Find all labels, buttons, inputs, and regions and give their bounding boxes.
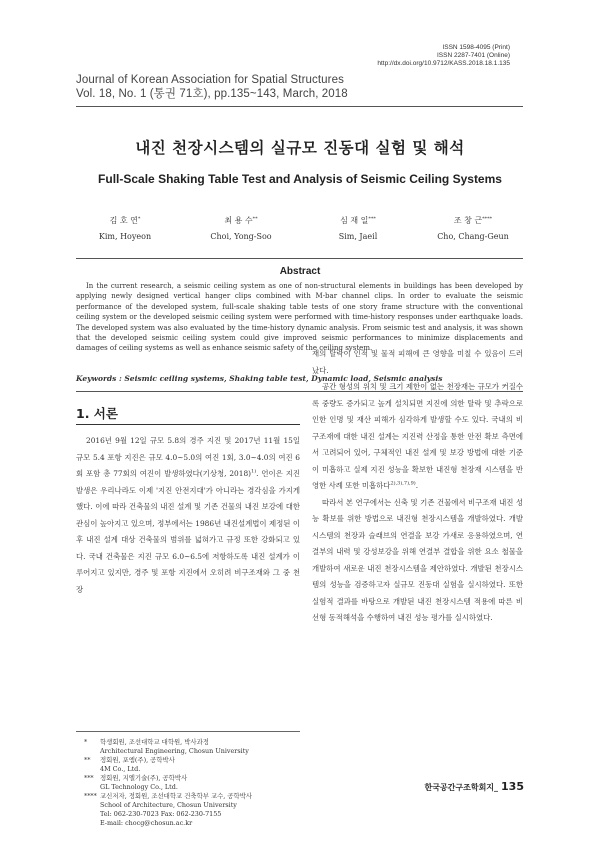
section-heading: 1. 서론 [76, 406, 118, 421]
section-heading-rule [76, 424, 300, 425]
author-name-en: Kim, Hoyeon [98, 232, 152, 241]
issn-print: ISSN 1598-4095 (Print) [442, 44, 510, 51]
author-name-en: Sim, Jaeil [338, 232, 378, 241]
footnote: **** 교신저자, 정회원, 조선대학교 건축학부 교수, 공학박사 School of Architecture, Chosun University Tel: 062-230-7023 Fax: 062-230-7155 E-mail: chocg@chosun.ac.kr [84, 792, 253, 827]
author-name-ko: 조 창 근 [453, 216, 483, 225]
page-number: 135 [501, 780, 524, 793]
doi-link[interactable]: http://dx.doi.org/10.9712/KASS.2018.18.1.135 [377, 60, 510, 68]
paragraph: 2016년 9월 12일 규모 5.8의 경주 지진 및 2017년 11월 15일 규모 5.4 포항 지진은 규모 4.0~5.0의 여진 1회, 3.0~4.0의 여진 6회 포함 총 77회의 여진이 발생하였다(기상청, 2018)$^{1)}$. 언이은 지진 발생은 우리나라도 이제 '지진 안전지대'가 아니라는 경각심을 가지게 했다. 이에 따라 건축물의 내진 설계 및 기존 건물의 내진 보강에 대한 관심이 높아지고 있으며, 정부에서는 1986년 내진설계법이 제정된 이후 내진 설계 대상 건축물의 범위를 넓혀가고 규정 또한 강화되고 있다. 국내 건축물은 지진 규모 6.0~6.5에 저항하도록 내진 설계가 이루어지고 있지만, 경주 및 포항 지진에서 오히려 비구조재와 그 중 천장 [76, 436, 300, 594]
abstract-body: In the current research, a seismic ceiling system as one of non-structural elements in buildings has been developed by applying newly designed vertical hanger clips combined with M-bar channel clips. In order to evaluate the seismic performance of the developed system, full-scale shaking table tests of one story frame structure with the conventional ceiling system or the developed seismic ceiling system were performed with time-history responses under earthquake loads. The developed system was also evaluated by the time-history dynamic analysis. From seismic test and analysis, it was shown that the developed seismic ceiling system could give improved seismic performances to minimize displacements and damages of ceiling systems as well as enhance seismic safety of the ceiling system. [76, 282, 523, 353]
footnote: * 학생회원, 조선대학교 대학원, 박사과정 Architectural Engineering, Chosun University [84, 738, 249, 755]
issn-online: ISSN 2287-7401 (Online) [437, 52, 510, 60]
author-name-ko: 최 용 수 [224, 216, 253, 225]
keywords-label: Keywords : [76, 374, 122, 383]
footnotes [84, 738, 252, 828]
author-name-ko: 심 재 일 [340, 216, 369, 225]
abstract-heading: Abstract [279, 266, 321, 277]
footer-separator: _ [494, 783, 499, 792]
page-footer [424, 780, 524, 793]
journal-name: Journal of Korean Association for Spatial Structures [76, 74, 344, 86]
title-english: Full-Scale Shaking Table Test and Analysis of Seismic Ceiling Systems [98, 172, 502, 186]
journal-short-name: 한국공간구조학회지 [424, 783, 495, 792]
author-mark: ** [252, 216, 258, 222]
citation: 1) [251, 468, 257, 475]
volume-line: Vol. 18, No. 1 (통권 71호), pp.135~143, March, 2018 [76, 87, 348, 100]
author-mark: * [137, 216, 141, 222]
paragraph: 공간 형성의 위치 및 크기 제한이 없는 천장재는 규모가 커질수록 중량도 증가되고 높게 설치되면 지진에 의한 탈락 및 추락으로 인한 인명 및 재산 피해가 심각하게 발생할 수도 있다. 국내의 비구조재에 대한 내진 설계는 지진력 산정을 통한 안전 확보 측면에서 고려되어 있어, 구체적인 내진 설계 및 보강 방법에 대한 기준이 미흡하고 실제 지진 성능을 확보한 내진형 천장재 시스템을 반영한 사례 또한 미흡하다$^{2),3),7),9)}$. [312, 382, 523, 490]
right-column [312, 346, 523, 627]
author-mark: *** [368, 216, 376, 222]
footnote: *** 정회원, 지엘기술(주), 공학박사 GL Technology Co., Ltd. [84, 774, 188, 791]
abstract-top-rule [76, 258, 523, 259]
keywords-list: Seismic ceiling systems, Shaking table test, Dynamic load, Seismic analysis [124, 374, 443, 383]
author-3 [303, 213, 413, 245]
citation: 2),3),7),9) [390, 480, 416, 487]
title-korean: 내진 천장시스템의 실규모 진동대 실험 및 해석 [135, 139, 465, 157]
journal-info [76, 74, 348, 101]
author-mark: **** [482, 216, 493, 222]
author-name-ko: 김 호 연 [109, 216, 138, 225]
issn-block [377, 44, 510, 69]
author-1 [70, 213, 180, 245]
header-divider [76, 106, 523, 107]
paragraph: 따라서 본 연구에서는 신축 및 기존 건물에서 비구조재 내진 성능 확보를 위한 방법으로 내진형 천장시스템을 개발하였다. 개발시스템의 천장과 슬래브의 연결을 보강 가새로 응용하였으며, 연결부의 내력 및 강성보강을 위해 연결부 결합을 위한 요소 철물을 개발하여 새로운 내진 천장시스템을 제안하였다. 개발된 천장시스템의 성능을 검증하고자 실규모 진동대 실험을 실시하였다. 또한 실험적 결과를 바탕으로 개발된 내진 천장시스템 적용에 따른 비선형 동적해석을 수행하여 내진 성능 평가를 실시하였다. [312, 497, 523, 622]
author-4 [418, 213, 528, 245]
paragraph: 재의 탈락이 인적 및 물적 피해에 큰 영향을 미칠 수 있음이 드러났다. [312, 349, 523, 375]
footnote-divider [76, 731, 300, 732]
left-column [76, 433, 300, 598]
author-2 [186, 213, 296, 245]
author-name-en: Choi, Yong-Soo [210, 232, 272, 241]
author-name-en: Cho, Chang-Geun [437, 232, 509, 241]
footnote: ** 정회원, 포엠(주), 공학박사 4M Co., Ltd. [84, 756, 175, 773]
